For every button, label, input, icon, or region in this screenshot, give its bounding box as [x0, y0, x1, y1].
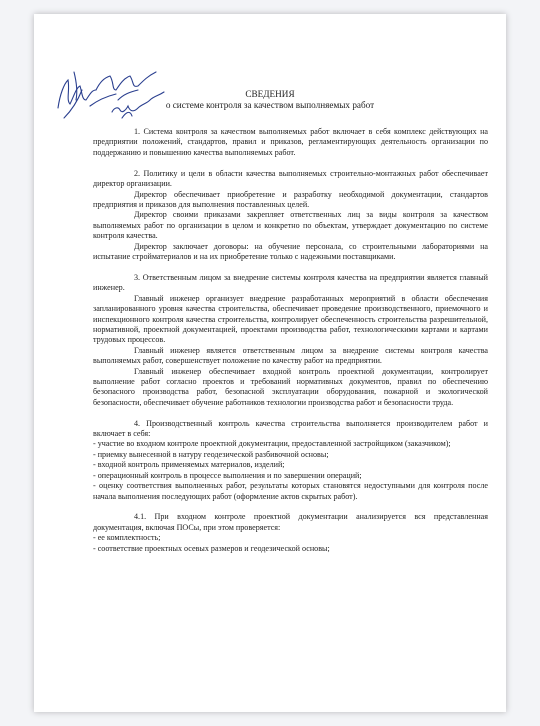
list-item: - входной контроль применяемых материалов, изделий; — [93, 460, 285, 470]
paragraph: 4.1. При входном контроле проектной документации анализируется вся представленная документация, включая ПОСы, при этом проверяется: — [93, 512, 488, 532]
paragraph: Директор обеспечивает приобретение и разработку необходимой документации, стандартов предприятия и приказов для выполнения поставленных целей. — [93, 189, 488, 209]
list-item: - оценку соответствия выполненных работ, результаты которых становятся недоступными для контроля после начала выполнения последующих работ (оформление актов скрытых работ). — [93, 481, 488, 501]
document-page — [34, 14, 506, 712]
paragraph: Директор заключает договоры: на обучение персонала, со строительными лабораториями на испытание стройматериалов и на их приобретение только с надежными поставщиками. — [93, 241, 488, 261]
paragraph: 3. Ответственным лицом за внедрение системы контроля качества на предприятии является главный инженер. — [93, 272, 488, 293]
document-title: СВЕДЕНИЯ — [245, 89, 295, 99]
paragraph: Директор своими приказами закрепляет ответственных лиц за виды контроля за качеством выполняемых работ по организации в целом и конкретно по объектам, утверждает документацию по системе контроля качества. — [93, 210, 488, 241]
paragraph: 1. Система контроля за качеством выполняемых работ включает в себя комплекс действующих на предприятии положений, стандартов, правил и приказов, регламентирующих деятельность организации по поддержанию и повышению качества выполняемых работ. — [93, 127, 488, 157]
paragraph: Главный инженер является ответственным лицом за внедрение системы контроля качества выполняемых работ, совершенствует положение по качеству работ на предприятии. — [93, 345, 488, 366]
paragraph: 2. Политику и цели в области качества выполняемых строительно-монтажных работ обеспечивает директор организации. — [93, 168, 488, 189]
paragraph: Главный инженер организует внедрение разработанных мероприятий в области обеспечения запланированного уровня качества строительства, обеспечивает проведение производственного, приемочного и инспекционного контроля качества строительства, контролирует обеспеченность строительства разрешительной, нормативной, проектной документацией, проектами производства работ, технологическими картами и картами трудовых процессов. — [93, 293, 488, 345]
list-item: - соответствие проектных осевых размеров и геодезической основы; — [93, 543, 330, 553]
paragraph: Главный инженер обеспечивает входной контроль проектной документации, контролирует выполнение работ согласно проектов и требований нормативных документов, правил по обеспечению безопасного производства работ, безопасной эксплуатации оборудования, пожарной и экологической безопасности, обеспечивает обучение работников технологии производства работ и безопасности труда. — [93, 366, 488, 407]
list-item: - операционный контроль в процессе выполнения и по завершении операций; — [93, 470, 362, 480]
document-body — [93, 127, 488, 554]
list-item: - приемку вынесенной в натуру геодезической разбивочной основы; — [93, 449, 329, 459]
list-item: - ее комплектность; — [93, 533, 161, 543]
paragraph: 4. Производственный контроль качества строительства выполняется производителем работ и включает в себя: — [93, 418, 488, 439]
document-subtitle: о системе контроля за качеством выполняемых работ — [165, 100, 375, 110]
list-item: - участие во входном контроле проектной документации, предоставленной застройщиком (заказчиком); — [93, 439, 451, 449]
